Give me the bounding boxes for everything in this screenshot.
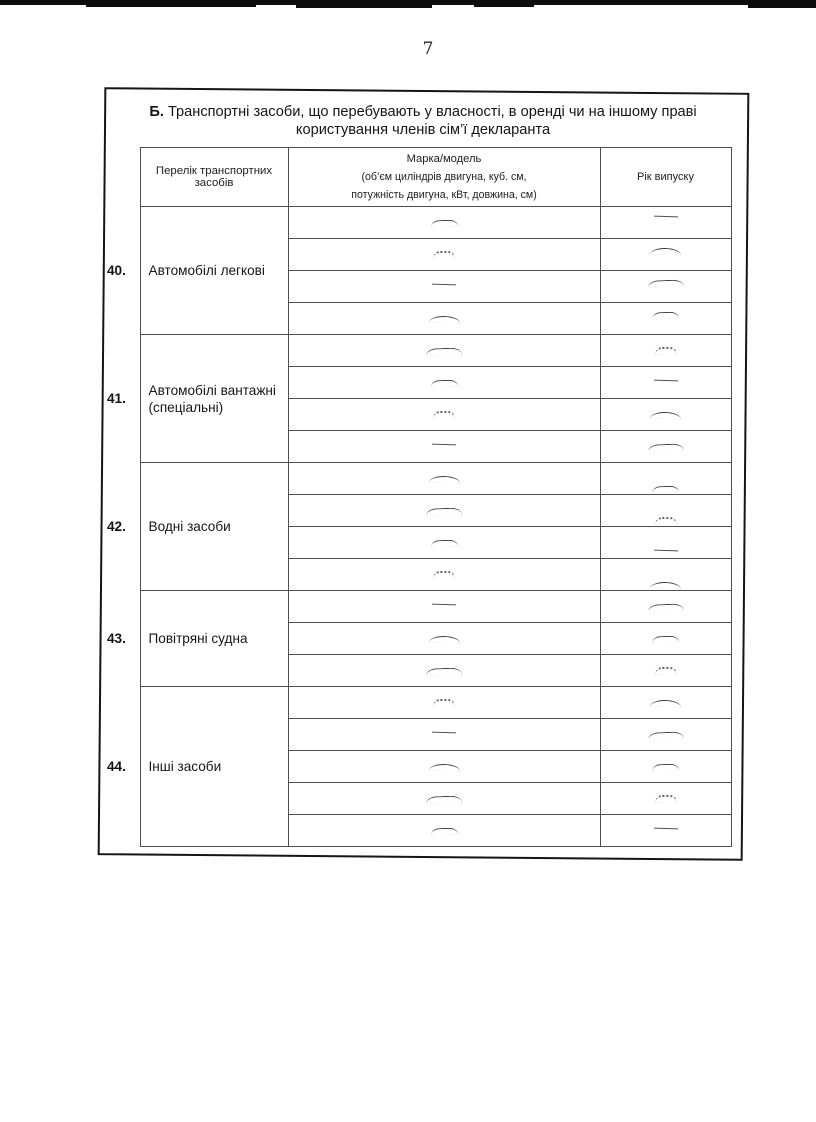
handwritten-dash-mark xyxy=(653,215,677,223)
row-number: 44. xyxy=(107,759,126,774)
handwritten-dash-mark xyxy=(650,411,681,419)
handwritten-dash-mark xyxy=(428,635,459,643)
handwritten-dash-mark xyxy=(654,794,676,802)
brand-entry-cell xyxy=(288,495,600,527)
row-number: 43. xyxy=(107,631,126,646)
handwritten-dash-mark xyxy=(428,315,459,323)
handwritten-dash-mark xyxy=(426,507,462,515)
section-title-line2: користування членів сім’ї декларанта xyxy=(295,121,551,138)
table-row xyxy=(103,207,731,239)
handwritten-dash-mark xyxy=(654,516,676,524)
brand-entry-cell xyxy=(288,527,600,559)
brand-entry-cell xyxy=(288,399,600,431)
header-transport-list: Перелік транспортних засобів xyxy=(140,148,288,207)
year-entry-cell xyxy=(600,591,731,623)
brand-entry-cell xyxy=(288,783,600,815)
year-entry-cell xyxy=(600,335,731,367)
row-label: Водні засоби xyxy=(140,463,288,591)
header-brand-model xyxy=(288,148,600,207)
year-entry-cell xyxy=(600,719,731,751)
handwritten-dash-mark xyxy=(433,698,455,706)
scan-artifact-segment xyxy=(296,5,432,8)
year-entry-cell xyxy=(600,623,731,655)
vehicles-table-body xyxy=(103,207,731,847)
year-entry-cell xyxy=(600,559,731,591)
section-title-text: Транспортні засоби, що перебувають у власності, в оренді чи на іншому праві xyxy=(167,104,697,120)
handwritten-dash-mark xyxy=(432,443,456,451)
handwritten-dash-mark xyxy=(428,763,459,771)
handwritten-dash-mark xyxy=(647,731,683,739)
brand-entry-cell xyxy=(288,559,600,591)
brand-entry-cell xyxy=(288,655,600,687)
row-number: 42. xyxy=(107,519,126,534)
handwritten-dash-mark xyxy=(432,603,456,611)
brand-entry-cell xyxy=(288,367,600,399)
handwritten-dash-mark xyxy=(650,699,681,707)
year-entry-cell xyxy=(600,431,731,463)
handwritten-dash-mark xyxy=(650,581,681,589)
row-number: 41. xyxy=(107,391,126,406)
year-entry-cell xyxy=(600,495,731,527)
brand-entry-cell xyxy=(288,271,600,303)
year-entry-cell xyxy=(600,303,731,335)
brand-entry-cell xyxy=(288,303,600,335)
handwritten-dash-mark xyxy=(652,763,679,771)
handwritten-dash-mark xyxy=(428,475,459,483)
handwritten-dash-mark xyxy=(432,283,456,291)
brand-entry-cell xyxy=(288,815,600,847)
scan-artifact-segment xyxy=(748,5,816,8)
brand-entry-cell xyxy=(288,687,600,719)
row-number: 40. xyxy=(107,263,126,278)
brand-entry-cell xyxy=(288,239,600,271)
page-number: 7 xyxy=(422,39,434,59)
brand-entry-cell xyxy=(288,591,600,623)
handwritten-dash-mark xyxy=(647,443,683,451)
header-brand-line1: Марка/модель xyxy=(406,153,482,165)
table-row xyxy=(103,463,731,495)
handwritten-dash-mark xyxy=(430,219,457,227)
handwritten-dash-mark xyxy=(430,539,457,547)
form-content xyxy=(103,92,743,847)
brand-entry-cell xyxy=(288,431,600,463)
year-entry-cell xyxy=(600,527,731,559)
handwritten-dash-mark xyxy=(650,247,681,255)
table-row xyxy=(103,687,731,719)
row-label: Повітряні судна xyxy=(140,591,288,687)
handwritten-dash-mark xyxy=(654,666,676,674)
row-label: Інші засоби xyxy=(140,687,288,847)
handwritten-dash-mark xyxy=(652,311,679,319)
handwritten-dash-mark xyxy=(433,410,455,418)
handwritten-dash-mark xyxy=(652,485,679,493)
scan-artifact-segment xyxy=(474,5,534,7)
row-label: Автомобілі легкові xyxy=(140,207,288,335)
header-year: Рік випуску xyxy=(600,148,731,207)
year-entry-cell xyxy=(600,751,731,783)
handwritten-dash-mark xyxy=(430,827,457,835)
brand-entry-cell xyxy=(288,335,600,367)
table-row xyxy=(103,335,731,367)
year-entry-cell xyxy=(600,399,731,431)
year-entry-cell xyxy=(600,207,731,239)
table-row xyxy=(103,591,731,623)
vehicles-table-header xyxy=(103,148,731,207)
section-title-line1 xyxy=(103,104,743,122)
section-letter: Б. xyxy=(149,104,164,120)
year-entry-cell xyxy=(600,367,731,399)
row-label: Автомобілі вантажні (спеціальні) xyxy=(140,335,288,463)
year-entry-cell xyxy=(600,783,731,815)
brand-entry-cell xyxy=(288,207,600,239)
header-brand-line3: потужність двигуна, кВт, довжина, см) xyxy=(351,189,537,201)
vehicles-table xyxy=(103,147,732,847)
year-entry-cell xyxy=(600,239,731,271)
year-entry-cell xyxy=(600,655,731,687)
handwritten-dash-mark xyxy=(653,379,677,387)
handwritten-dash-mark xyxy=(647,603,683,611)
brand-entry-cell xyxy=(288,719,600,751)
handwritten-dash-mark xyxy=(426,347,462,355)
year-entry-cell xyxy=(600,815,731,847)
brand-entry-cell xyxy=(288,623,600,655)
scan-artifact-segment xyxy=(86,5,256,7)
section-title xyxy=(103,104,743,139)
handwritten-dash-mark xyxy=(432,731,456,739)
year-entry-cell xyxy=(600,687,731,719)
brand-entry-cell xyxy=(288,463,600,495)
year-entry-cell xyxy=(600,271,731,303)
handwritten-dash-mark xyxy=(433,570,455,578)
handwritten-dash-mark xyxy=(433,250,455,258)
handwritten-dash-mark xyxy=(647,279,683,287)
year-entry-cell xyxy=(600,463,731,495)
handwritten-dash-mark xyxy=(652,635,679,643)
handwritten-dash-mark xyxy=(426,667,462,675)
handwritten-dash-mark xyxy=(426,795,462,803)
handwritten-dash-mark xyxy=(653,549,677,557)
header-spacer-cell xyxy=(103,148,140,207)
brand-entry-cell xyxy=(288,751,600,783)
handwritten-dash-mark xyxy=(653,827,677,835)
header-brand-line2: (об’єм циліндрів двигуна, куб. см, xyxy=(361,171,527,183)
handwritten-dash-mark xyxy=(654,346,676,354)
handwritten-dash-mark xyxy=(430,379,457,387)
